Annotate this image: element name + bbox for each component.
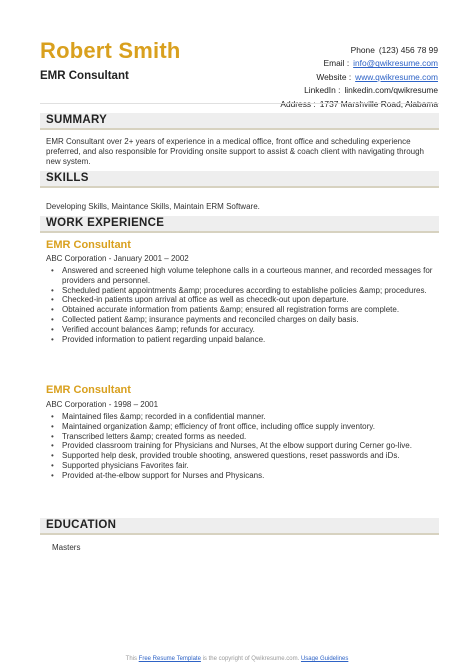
list-item: • Answered and screened high volume telephone calls in a courteous manner, and recorded messages for providers and personnel. — [62, 266, 438, 286]
website-label: Website : — [316, 71, 352, 82]
linkedin-value: linkedin.com/qwikresume — [344, 85, 438, 96]
list-item: • Collected patient &amp; insurance payments and reconciled charges on daily basis. — [62, 315, 438, 325]
website-link[interactable]: www.qwikresume.com — [355, 71, 438, 82]
footer-middle: is the copyright of Qwikresume.com. — [202, 656, 300, 662]
footer-guidelines-link[interactable]: Usage Guidelines — [300, 656, 349, 662]
phone-value: (123) 456 78 99 — [378, 45, 438, 55]
contact-address — [218, 98, 438, 111]
job-1-title: EMR Consultant — [46, 239, 131, 251]
summary-section-header — [40, 113, 439, 130]
list-item: • Obtained accurate information from patients &amp; ensured all registration forms are complete. — [62, 305, 438, 315]
footer-template-link[interactable]: Free Resume Template — [138, 656, 201, 662]
header-divider — [40, 103, 439, 104]
list-item: • Provided classroom training for Physicians and Nurses, At the elbow support during Cerner go-live. — [62, 441, 438, 451]
experience-heading: WORK EXPERIENCE — [46, 217, 165, 229]
skills-text: Developing Skills, Maintance Skills, Maintain ERM Software. — [46, 202, 260, 211]
skills-section-header — [40, 171, 439, 188]
job-2-company: ABC Corporation - 1998 – 2001 — [46, 400, 159, 409]
job-2-bullets — [62, 412, 438, 481]
address-label — [280, 98, 315, 111]
experience-section-header — [40, 216, 439, 233]
contact-linkedin — [218, 84, 438, 97]
job-1-company: ABC Corporation - January 2001 – 2002 — [46, 254, 189, 263]
contact-email — [218, 57, 438, 70]
contact-block — [218, 44, 438, 111]
education-heading: EDUCATION — [46, 519, 117, 531]
list-item: • Transcribed letters &amp; created forms as needed. — [62, 432, 438, 442]
list-item: • Supported help desk, provided trouble shooting, answered questions, reset passwords and iDs. — [62, 451, 438, 461]
summary-text: EMR Consultant over 2+ years of experience in a medical office, front office and scheduling experience preferred, and also responsible for Providing onsite support to assist & coach client with navigating through new system. — [46, 137, 424, 166]
job-2-title: EMR Consultant — [46, 384, 131, 396]
footer — [0, 656, 474, 662]
education-section-header — [40, 518, 439, 535]
contact-phone — [218, 44, 438, 57]
candidate-title: EMR Consultant — [40, 70, 129, 82]
list-item: • Verified account balances &amp; refunds for accuracy. — [62, 325, 438, 335]
list-item: • Checked-in patients upon arrival at office as well as checedk-out upon departure. — [62, 295, 438, 305]
email-label: Email : — [323, 58, 350, 69]
list-item: • Supported physicians Favorites fair. — [62, 461, 438, 471]
summary-heading: SUMMARY — [46, 114, 108, 126]
candidate-name: Robert Smith — [40, 38, 181, 63]
phone-label: Phone — [350, 45, 375, 55]
linkedin-label: LinkedIn : — [304, 85, 341, 96]
education-text: Masters — [52, 543, 81, 552]
list-item: • Provided information to patient regarding unpaid balance. — [62, 335, 438, 345]
email-link[interactable]: info@qwikresume.com — [353, 58, 438, 69]
skills-heading: SKILLS — [46, 172, 89, 184]
list-item: • Maintained files &amp; recorded in a confidential manner. — [62, 412, 438, 422]
list-item: • Provided at-the-elbow support for Nurses and Physicans. — [62, 471, 438, 481]
job-1-bullets — [62, 266, 438, 344]
footer-prefix: This — [125, 656, 137, 662]
list-item: • Scheduled patient appointments &amp; procedures according to establishe policies &amp; procedures. — [62, 286, 438, 296]
list-item: • Maintained organization &amp; efficiency of front office, including office supply inventory. — [62, 422, 438, 432]
contact-website — [218, 71, 438, 84]
